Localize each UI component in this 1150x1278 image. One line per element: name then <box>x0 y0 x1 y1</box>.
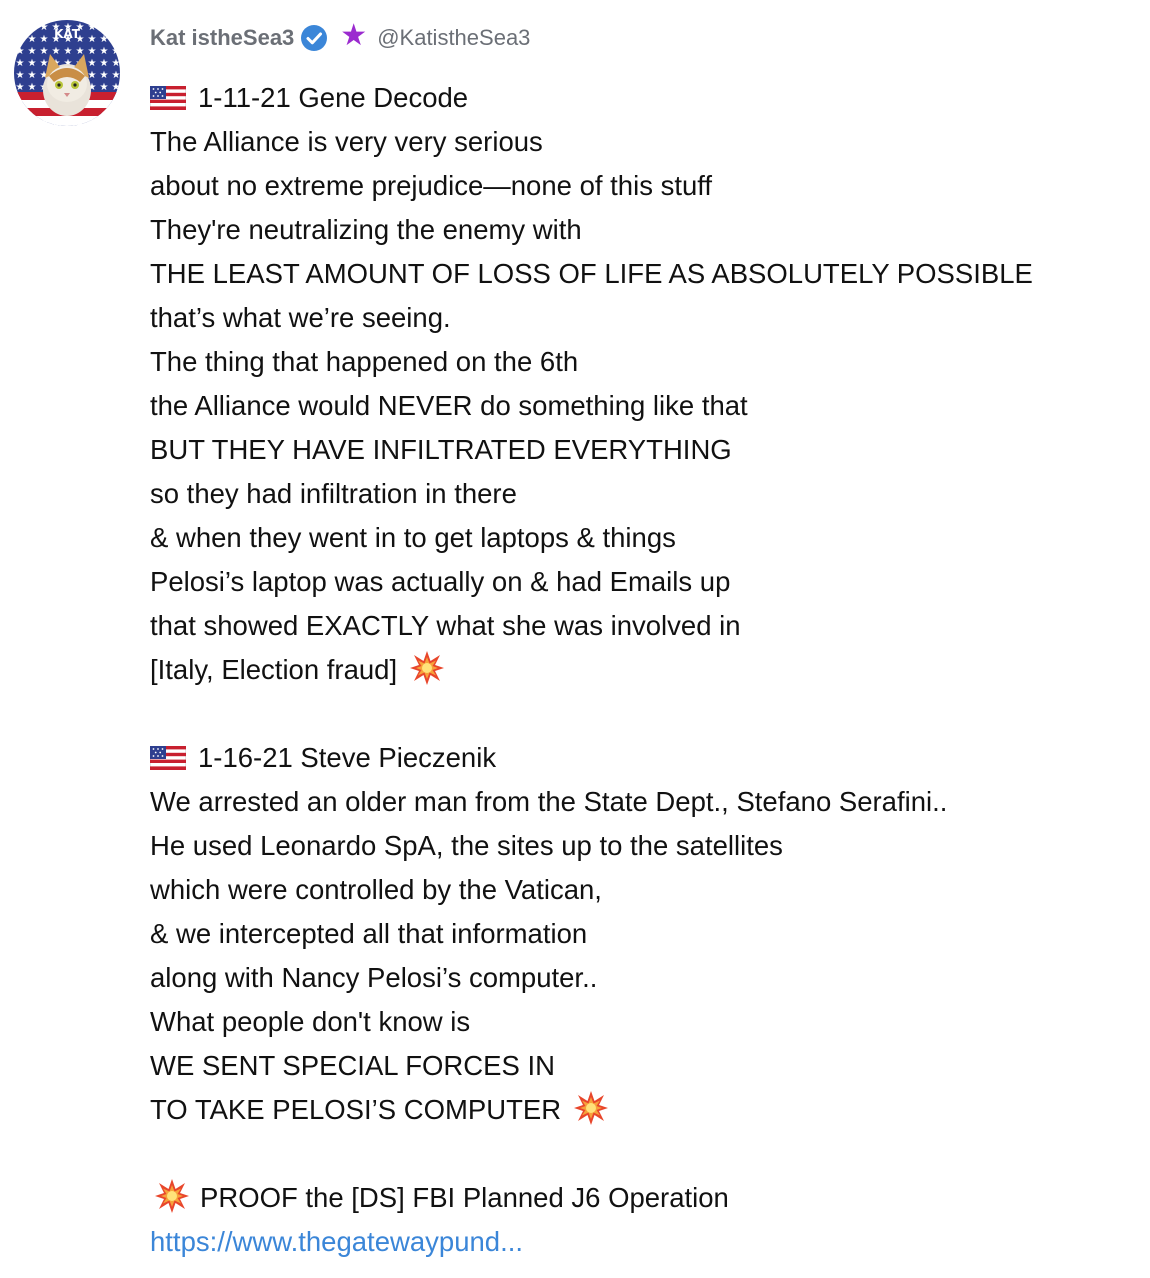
us-flag-icon <box>150 86 186 110</box>
text-line: WE SENT SPECIAL FORCES IN <box>150 1050 555 1081</box>
text-line: What people don't know is <box>150 1006 471 1037</box>
avatar[interactable] <box>14 20 120 126</box>
avatar-image <box>14 20 120 126</box>
text-line: that showed EXACTLY what she was involved in <box>150 610 741 641</box>
section-heading-text: 1-16-21 Steve Pieczenik <box>198 742 497 773</box>
spacer <box>150 692 1140 736</box>
avatar-text: KAT <box>54 27 80 41</box>
section-heading-1 <box>150 76 1140 120</box>
text-line: Pelosi’s laptop was actually on & had Emails up <box>150 566 731 597</box>
text-line: THE LEAST AMOUNT OF LOSS OF LIFE AS ABSOLUTELY POSSIBLE <box>150 258 1033 289</box>
collision-icon <box>154 1178 190 1214</box>
text-line: along with Nancy Pelosi’s computer.. <box>150 962 598 993</box>
article-link[interactable]: https://www.thegatewaypund... <box>150 1226 523 1257</box>
collision-icon <box>573 1090 609 1126</box>
us-flag-icon <box>150 746 186 770</box>
text-line: He used Leonardo SpA, the sites up to the satellites <box>150 830 783 861</box>
proof-text: PROOF the [DS] FBI Planned J6 Operation <box>200 1182 729 1213</box>
spacer <box>150 1132 1140 1176</box>
text-line: They're neutralizing the enemy with <box>150 214 582 245</box>
text-line: about no extreme prejudice—none of this stuff <box>150 170 713 201</box>
link-line <box>150 1220 1140 1264</box>
author-handle[interactable]: @KatistheSea3 <box>377 25 531 50</box>
text-line: which were controlled by the Vatican, <box>150 874 602 905</box>
text-line: that’s what we’re seeing. <box>150 302 451 333</box>
author-display-name[interactable]: Kat istheSea3 <box>150 25 295 50</box>
text-line: The Alliance is very very serious <box>150 126 543 157</box>
text-line: & when they went in to get laptops & things <box>150 522 676 553</box>
star-icon: ★ <box>340 19 368 52</box>
verified-badge-icon <box>300 24 328 52</box>
text-line: & we intercepted all that information <box>150 918 588 949</box>
text-line: The thing that happened on the 6th <box>150 346 579 377</box>
section-heading-2 <box>150 736 1140 780</box>
post-header <box>150 20 530 56</box>
text-line: [Italy, Election fraud] <box>150 654 398 685</box>
proof-line <box>150 1176 1140 1220</box>
text-line: TO TAKE PELOSI’S COMPUTER <box>150 1094 562 1125</box>
text-line: We arrested an older man from the State Dept., Stefano Serafini.. <box>150 786 948 817</box>
post-body <box>150 76 1140 1264</box>
section-heading-text: 1-11-21 Gene Decode <box>198 82 469 113</box>
text-line: so they had infiltration in there <box>150 478 517 509</box>
text-line-with-icon <box>150 648 1140 692</box>
text-line-with-icon <box>150 1088 1140 1132</box>
text-line: BUT THEY HAVE INFILTRATED EVERYTHING <box>150 434 732 465</box>
text-line: the Alliance would NEVER do something like that <box>150 390 748 421</box>
collision-icon <box>409 650 445 686</box>
